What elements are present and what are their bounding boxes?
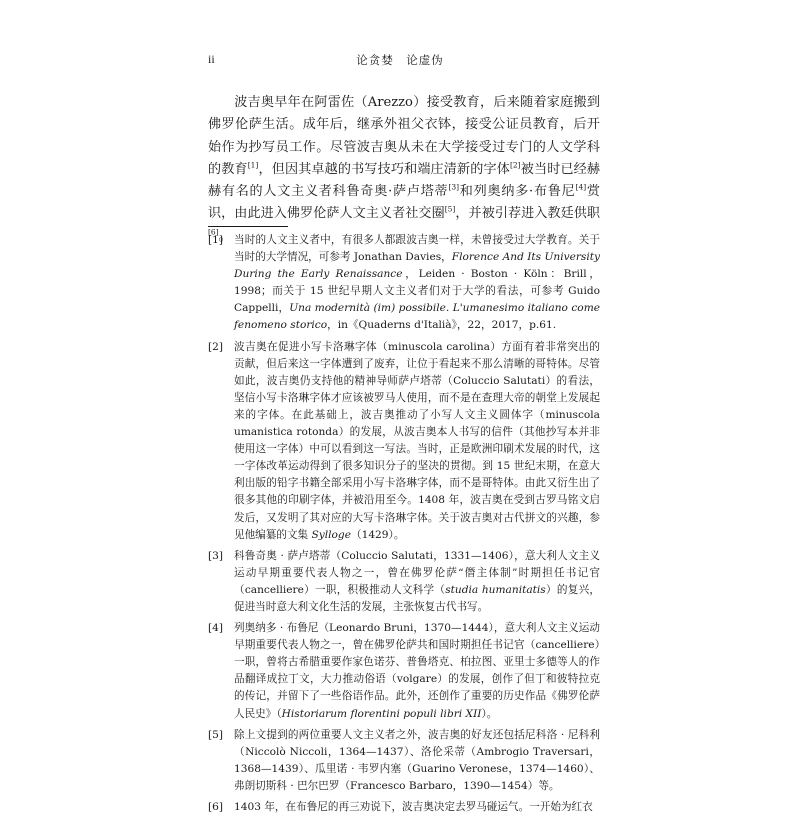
note-ref-6[interactable]: [6] bbox=[208, 227, 219, 237]
body-text-segment: 被当时已经赫赫有名的人文主义者科鲁奇奥·萨卢塔蒂 bbox=[208, 161, 601, 200]
footnote-text: 除上文提到的两位重要人文主义者之外，波吉奥的好友还包括尼科洛 · 尼科利（Niccolò Niccoli，1364—1437）、洛伦采蒂（Ambrogio Traversari，1368—1439）、瓜里诺 · 韦罗内塞（Guarino Veronese，1374—1460）、弗朗切斯科 · 巴尔巴罗（Francesco Barbaro，1390—1454）等。 bbox=[234, 728, 600, 792]
footnote-text-segment: （1429）。 bbox=[350, 528, 405, 541]
footnote-text bbox=[234, 339, 600, 544]
footnote-text-segment: ，Leiden · Boston · Köln：Brill，1998；而关于 15 世纪早期人文主义者们对于大学的看法，可参考 Guido Cappelli， bbox=[234, 268, 600, 315]
footnote-5 bbox=[208, 727, 600, 795]
footnote-text-segment: 科鲁奇奥 · 萨卢塔蒂（Coluccio Salutati，1331—1406），意大利人文主义运动早期重要代表人物之一，曾在佛罗伦萨“僭主体制”时期担任书记官（cancelliere）一职，积极推动人文科学（ bbox=[234, 549, 600, 596]
body-text-segment: 赏识，由此进入佛罗伦萨人文主义者社交圈 bbox=[208, 184, 601, 222]
footnote-4 bbox=[208, 620, 600, 723]
footnote-text: 1403 年，在布鲁尼的再三劝说下，波吉奥决定去罗马碰运气。一开始为红衣 bbox=[234, 801, 593, 813]
footnote-marker: [4] bbox=[208, 622, 224, 635]
body-text-segment: ，并被引荐进入教廷供职 bbox=[455, 206, 601, 222]
book-title: Florence And Its University During the Early Renaissance bbox=[234, 251, 600, 281]
footnote-1 bbox=[208, 232, 600, 335]
body-text-segment: 波吉奥早年在阿雷佐（Arezzo）接受教育，后来随着家庭搬到佛罗伦萨生活。成年后，继承外祖父衣钵，接受公证员教育，后开始作为抄写员工作。尽管波吉奥从未在大学接受过专门的人文学科的教育 bbox=[208, 95, 600, 177]
note-ref-4[interactable]: [4] bbox=[575, 182, 587, 192]
footnote-3 bbox=[208, 548, 600, 616]
footnote-separator bbox=[208, 226, 288, 227]
footnote-text bbox=[234, 548, 600, 616]
footnote-text-segment: ）。 bbox=[481, 707, 498, 720]
note-ref-5[interactable]: [5] bbox=[444, 205, 456, 215]
note-ref-1[interactable]: [1] bbox=[247, 160, 259, 170]
footnote-marker: [2] bbox=[208, 340, 224, 353]
book-title: Una modernità (im) possibile. L'umanesimo italiano come fenomeno storico bbox=[234, 302, 601, 332]
footnote-text-segment: ，in《Quaderns d'Italià》，22，2017，p.61. bbox=[327, 319, 557, 332]
footnote-marker: [1] bbox=[208, 234, 224, 246]
footnote-6 bbox=[208, 799, 600, 816]
body-text-segment: ，但因其卓越的书写技巧和端庄清新的字体 bbox=[258, 161, 510, 177]
note-ref-3[interactable]: [3] bbox=[448, 182, 460, 192]
footnote-text bbox=[234, 232, 600, 335]
running-title: 论贪婪 论虚伪 bbox=[356, 53, 444, 67]
body-text-segment: 。 bbox=[218, 228, 232, 244]
footnote-marker: [3] bbox=[208, 549, 224, 562]
body-paragraph bbox=[208, 92, 600, 248]
footnote-text-segment: 当时的人文主义者中，有很多人都跟波吉奥一样，未曾接受过大学教育。关于当时的大学情况，可参考 Jonathan Davies， bbox=[234, 234, 600, 264]
body-text-segment: 和列奥纳多·布鲁尼 bbox=[459, 184, 576, 200]
footnotes bbox=[208, 232, 600, 820]
page-number: ii bbox=[208, 52, 215, 66]
footnote-marker: [5] bbox=[208, 728, 224, 741]
footnote-2 bbox=[208, 339, 600, 544]
page-header bbox=[208, 52, 592, 72]
book-title: Historiarum florentini populi libri XII bbox=[281, 707, 482, 720]
footnote-text-segment: ）的复兴，促进当时意大利文化生活的发展，主张恢复古代书写。 bbox=[234, 583, 601, 613]
footnote-marker: [6] bbox=[208, 801, 224, 813]
footnote-text-segment: 波吉奥在促进小写卡洛琳字体（minuscola carolina）方面有着非常突出的贡献，但后来这一字体遭到了废弃，让位于看起来不那么清晰的哥特体。尽管如此，波吉奥仍支持他的精神导师萨卢塔蒂（Coluccio Salutati）的看法，坚信小写卡洛琳字体才应该被罗马人使用，而不是在查理大帝的朝堂上发展起来的字体。在此基础上，波吉奥推动了小写人文主义圆体字（minuscola umanistica rotonda）的发展，从波吉奥本人书写的信件（其他抄写本并非使用这一字体）中可以看到这一写法。当时，正是欧洲印刷术发展的时代，这一字体改革运动得到了很多知识分子的坚决的贯彻。到 15 世纪末期，在意大利出版的铅字书籍全部采用小写卡洛琳字体，而不是哥特体。由此又衍生出了很多其他的印刷字体，并被沿用至今。1408 年，波吉奥在受到古罗马铭文启发后，又发明了其对应的大写卡洛琳字体。关于波吉奥对古代拼文的兴趣，参见他编纂的文集 bbox=[234, 340, 600, 541]
latin-term: studia humanitatis bbox=[445, 583, 546, 596]
book-title: Sylloge bbox=[311, 528, 351, 541]
footnote-text-segment: 列奥纳多 · 布鲁尼（Leonardo Bruni，1370—1444），意大利人文主义运动早期重要代表人物之一，曾在佛罗伦萨共和国时期担任书记官（cancelliere）一职，曾将古希腊重要作家色诺芬、普鲁塔克、柏拉图、亚里士多德等人的作品翻译成拉丁文，大力推动俗语（volgare）的发展，创作了但丁和彼特拉克的传记，并留下了一些俗语作品。此外，还创作了重要的历史作品《佛罗伦萨人民史》（ bbox=[234, 622, 600, 720]
footnote-text bbox=[234, 620, 600, 723]
note-ref-2[interactable]: [2] bbox=[509, 160, 521, 170]
